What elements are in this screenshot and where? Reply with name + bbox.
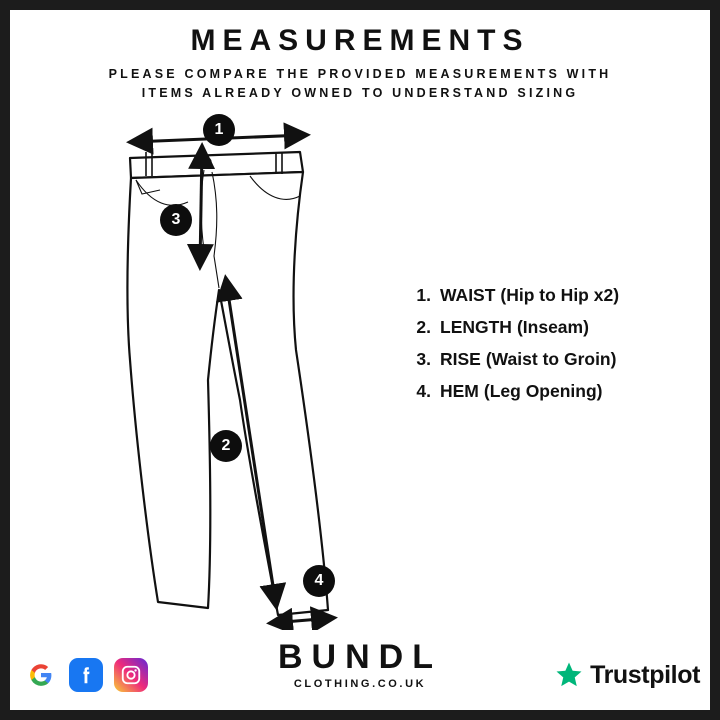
legend-description: (Leg Opening)	[483, 381, 603, 401]
legend-description: (Waist to Groin)	[485, 349, 617, 369]
legend-number: 2.	[416, 317, 431, 337]
legend-number: 3.	[416, 349, 431, 369]
legend-item-length	[405, 317, 695, 338]
jeans-illustration	[100, 110, 390, 630]
badge-hem: 4	[303, 565, 335, 597]
header	[10, 24, 710, 104]
legend-item-hem	[405, 381, 695, 402]
trustpilot-badge[interactable]	[554, 660, 700, 690]
legend-item-rise	[405, 349, 695, 370]
legend-term: HEM	[440, 381, 479, 401]
badge-waist: 1	[203, 114, 235, 146]
hem-arrow	[272, 618, 332, 623]
legend-description: (Inseam)	[516, 317, 589, 337]
brand-domain: CLOTHING.CO.UK	[293, 678, 427, 690]
legend-term: LENGTH	[440, 317, 512, 337]
legend-number: 4.	[416, 381, 431, 401]
legend-number: 1.	[416, 285, 431, 305]
legend-term: RISE	[440, 349, 481, 369]
legend-item-waist	[405, 285, 695, 306]
page-subtitle	[10, 65, 710, 104]
legend-term: WAIST	[440, 285, 496, 305]
measurement-legend	[405, 285, 695, 413]
subtitle-line-1: PLEASE COMPARE THE PROVIDED MEASUREMENTS WITH	[108, 67, 612, 81]
trustpilot-label: Trustpilot	[590, 660, 700, 689]
legend-description: (Hip to Hip x2)	[500, 285, 620, 305]
jeans-diagram	[100, 110, 390, 630]
subtitle-line-2: ITEMS ALREADY OWNED TO UNDERSTAND SIZING	[141, 86, 579, 101]
page-title: MEASUREMENTS	[190, 24, 530, 57]
badge-length: 2	[210, 430, 242, 462]
rise-arrow	[200, 148, 202, 265]
brand-name: BUNDL	[278, 638, 442, 676]
badge-rise: 3	[160, 204, 192, 236]
footer	[10, 626, 710, 702]
trustpilot-star-icon	[554, 660, 584, 690]
